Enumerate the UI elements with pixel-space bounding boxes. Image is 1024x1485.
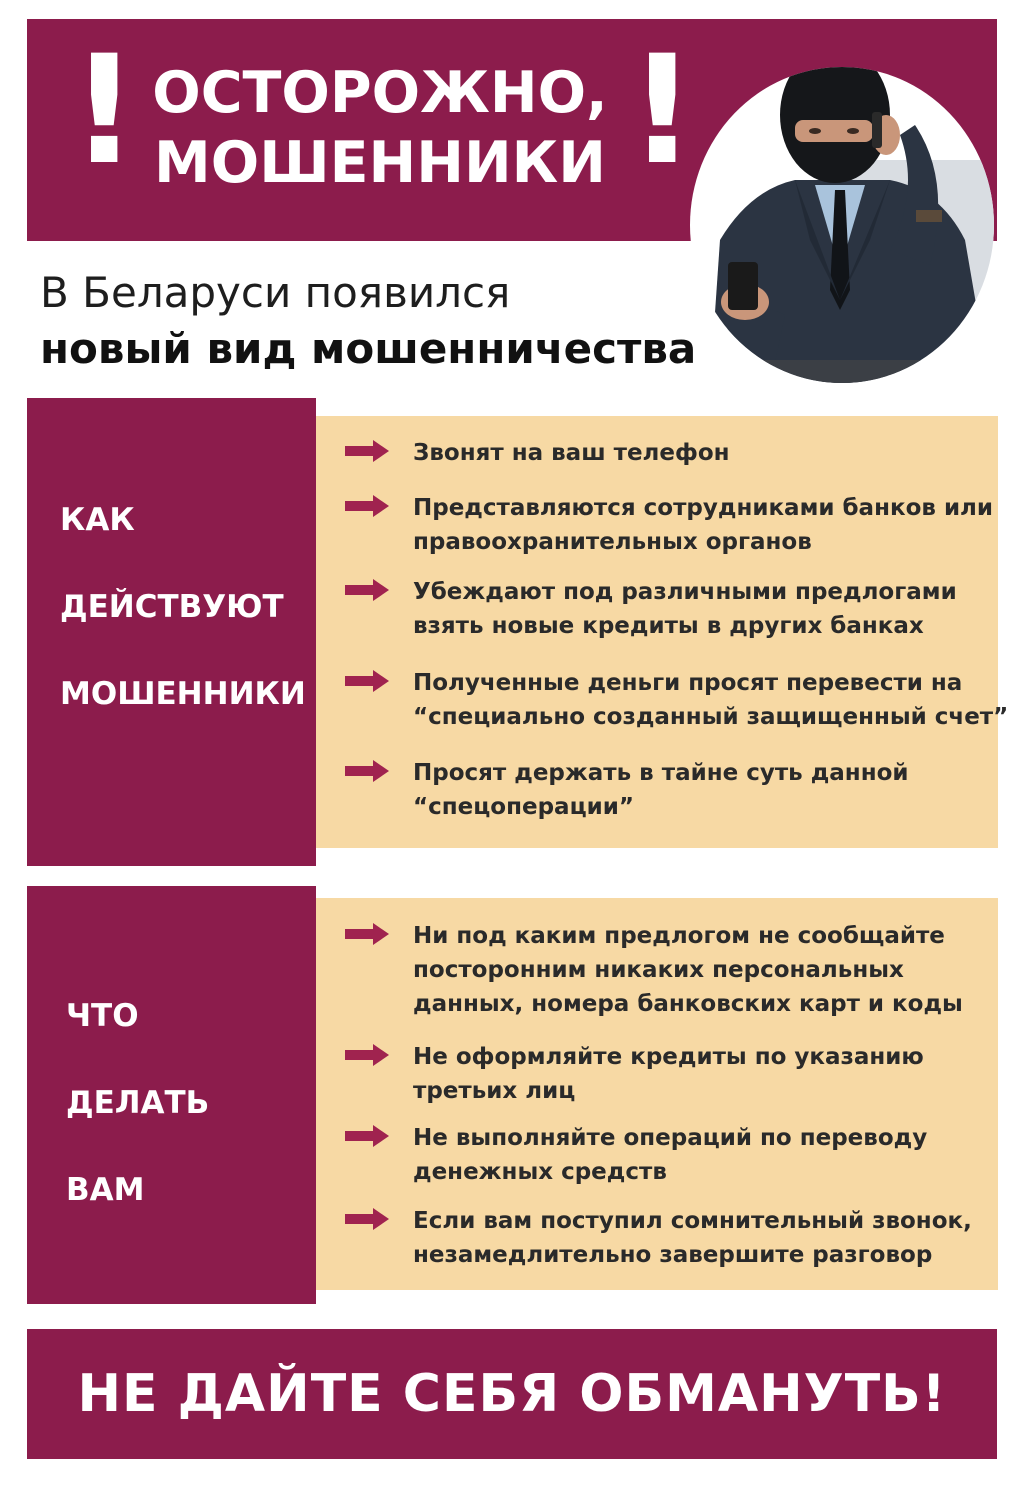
list-item-line: Звонят на ваш телефон [413, 440, 730, 466]
section1-label-word-2: ДЕЙСТВУЮТ [60, 589, 284, 625]
subtitle-line-2: новый вид мошенничества [40, 324, 697, 373]
list-item-line: посторонним никаких персональных [413, 957, 904, 983]
list-item-text [413, 575, 1013, 643]
list-item-line: Убеждают под различными предлогами [413, 579, 957, 605]
arrow-right-icon [345, 495, 389, 517]
list-item-line: взять новые кредиты в других банках [413, 613, 924, 639]
list-item-text [413, 666, 1013, 734]
arrow-right-icon [345, 760, 389, 782]
list-item [345, 666, 1013, 734]
list-item [345, 756, 1013, 824]
list-item [345, 491, 1013, 559]
arrow-right-icon [345, 1125, 389, 1147]
list-item-line: данных, номера банковских карт и коды [413, 991, 963, 1017]
list-item-text [413, 1040, 1013, 1108]
masked-man-photo [690, 40, 995, 385]
list-item-line: Просят держать в тайне суть данной [413, 760, 909, 786]
list-item-line: третьих лиц [413, 1078, 576, 1104]
exclamation-left: ! [70, 24, 139, 198]
arrow-right-icon [345, 1208, 389, 1230]
list-item [345, 436, 1013, 470]
list-item-text [413, 756, 1013, 824]
list-item-line: “специально созданный защищенный счет” [413, 704, 1009, 730]
section2-label-word-1: ЧТО [66, 998, 139, 1034]
list-item [345, 1121, 1013, 1189]
footer-banner [27, 1329, 997, 1459]
list-item-line: Не оформляйте кредиты по указанию [413, 1044, 924, 1070]
list-item-line: Представляются сотрудниками банков или [413, 495, 994, 521]
list-item-line: Ни под каким предлогом не сообщайте [413, 923, 945, 949]
list-item-line: “спецоперации” [413, 794, 634, 820]
subtitle-line-1: В Беларуси появился [40, 268, 511, 317]
section2-label-word-2: ДЕЛАТЬ [66, 1085, 210, 1121]
list-item-text [413, 1204, 1013, 1272]
arrow-right-icon [345, 440, 389, 462]
arrow-right-icon [345, 579, 389, 601]
list-item-line: Не выполняйте операций по переводу [413, 1125, 928, 1151]
list-item-text [413, 436, 1013, 470]
title-line-1: ОСТОРОЖНО, [152, 60, 608, 126]
list-item [345, 1040, 1013, 1108]
list-item [345, 1204, 1013, 1272]
list-item-line: денежных средств [413, 1159, 667, 1185]
list-item-line: Полученные деньги просят перевести на [413, 670, 963, 696]
section2-label-word-3: ВАМ [66, 1172, 145, 1208]
section1-label-box [27, 398, 316, 866]
section1-label-word-3: МОШЕННИКИ [60, 676, 306, 712]
list-item-text [413, 919, 1013, 1021]
arrow-right-icon [345, 1044, 389, 1066]
footer-slogan: НЕ ДАЙТЕ СЕБЯ ОБМАНУТЬ! [77, 1364, 947, 1424]
title-line-2: МОШЕННИКИ [154, 130, 606, 196]
list-item-line: правоохранительных органов [413, 529, 812, 555]
list-item [345, 575, 1013, 643]
exclamation-right: ! [628, 24, 697, 198]
list-item [345, 919, 1013, 1021]
arrow-right-icon [345, 923, 389, 945]
list-item-text [413, 491, 1013, 559]
list-item-line: незамедлительно завершите разговор [413, 1242, 933, 1268]
section1-label-word-1: КАК [60, 502, 135, 538]
arrow-right-icon [345, 670, 389, 692]
list-item-text [413, 1121, 1013, 1189]
page-title [130, 58, 630, 198]
list-item-line: Если вам поступил сомнительный звонок, [413, 1208, 972, 1234]
